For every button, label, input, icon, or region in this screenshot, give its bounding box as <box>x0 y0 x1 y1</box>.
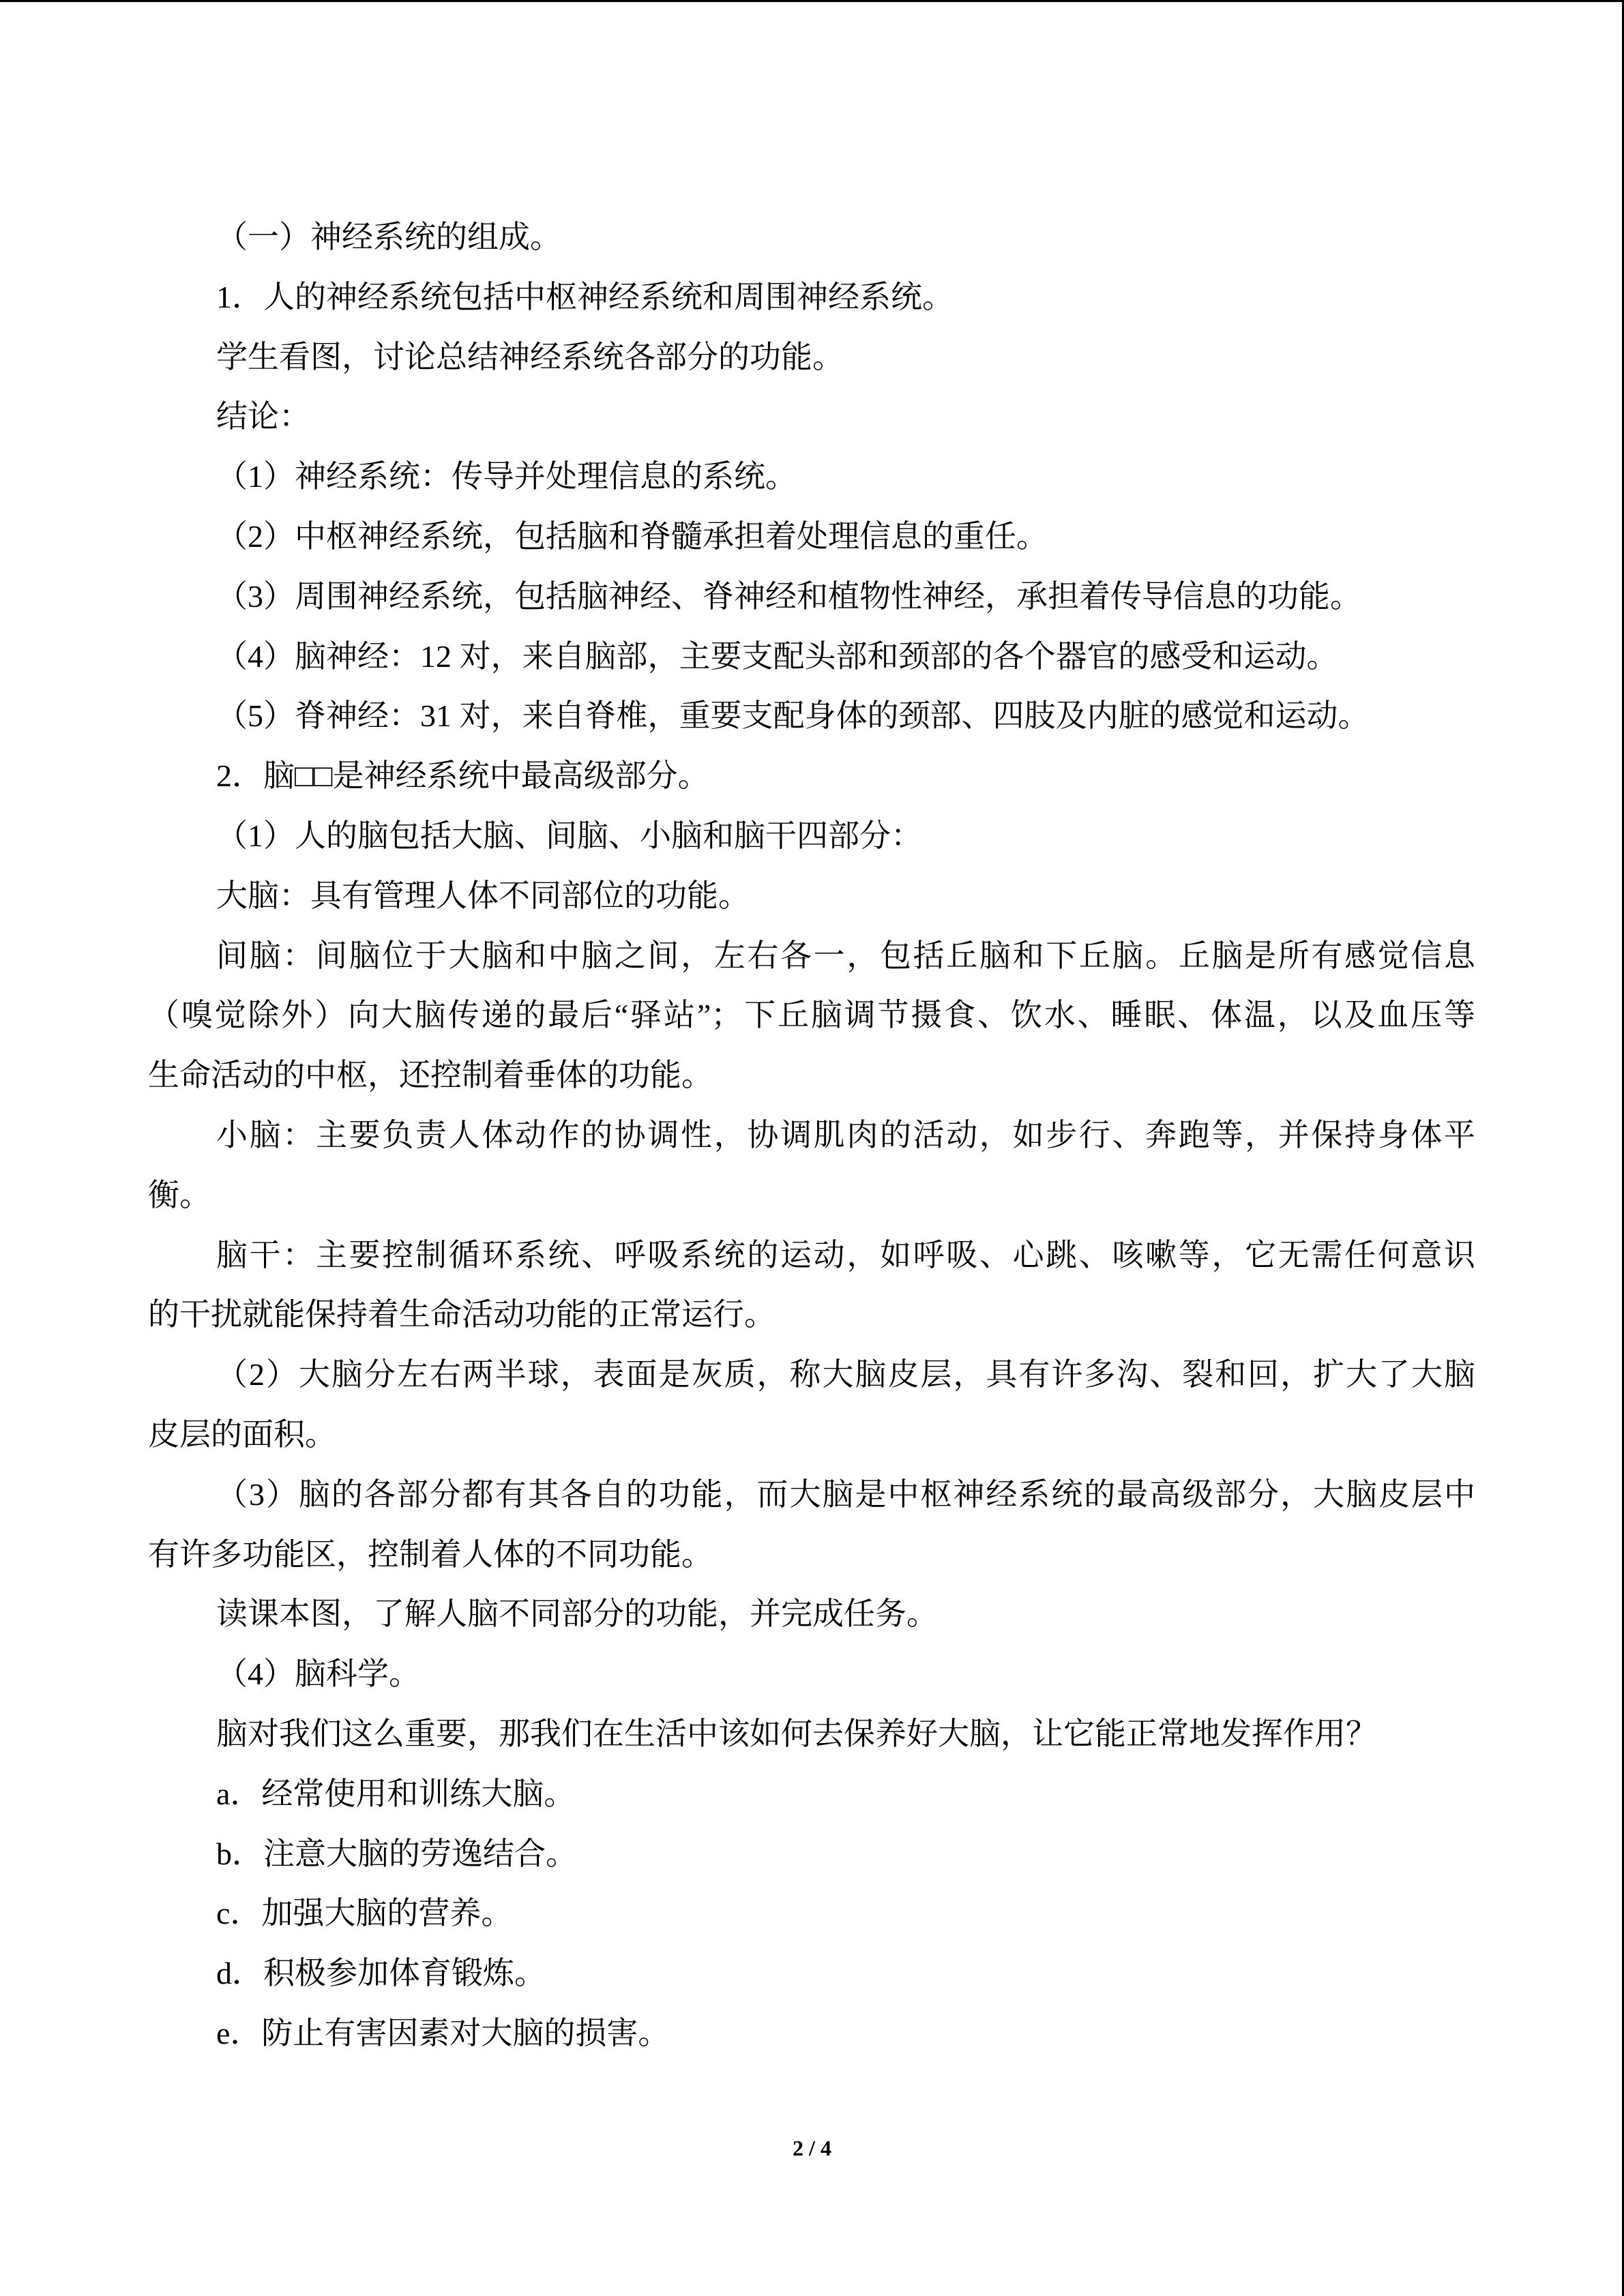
paragraph-line: 衡。 <box>148 1177 211 1212</box>
paragraph-line: 间脑：间脑位于大脑和中脑之间，左右各一，包括丘脑和下丘脑。丘脑是所有感觉信息 <box>216 938 1475 973</box>
list-item <box>148 1824 1475 1884</box>
paragraph <box>148 1225 1475 1345</box>
paragraph-line: 1．人的神经系统包括中枢神经系统和周围神经系统。 <box>216 279 954 314</box>
paragraph-line: 2．脑□□是神经系统中最高级部分。 <box>216 758 709 794</box>
paragraph-line: 脑对我们这么重要，那我们在生活中该如何去保养好大脑，让它能正常地发挥作用？ <box>216 1716 1377 1751</box>
paragraph-line: a．经常使用和训练大脑。 <box>216 1776 576 1811</box>
paragraph-line: b．注意大脑的劳逸结合。 <box>216 1836 577 1871</box>
paragraph <box>148 1704 1475 1764</box>
paragraph-line: 的干扰就能保持着生命活动功能的正常运行。 <box>148 1297 776 1332</box>
numbered-point <box>148 267 1475 327</box>
paragraph <box>148 387 1475 447</box>
paragraph-line: （2）大脑分左右两半球，表面是灰质，称大脑皮层，具有许多沟、裂和回，扩大了大脑 <box>216 1357 1475 1392</box>
paragraph-line: e．防止有害因素对大脑的损害。 <box>216 2015 670 2051</box>
list-item <box>148 507 1475 567</box>
paragraph-line: 脑干：主要控制循环系统、呼吸系统的运动，如呼吸、心跳、咳嗽等，它无需任何意识 <box>216 1237 1475 1272</box>
paragraph-line: （4）脑科学。 <box>216 1656 420 1692</box>
list-item <box>148 567 1475 627</box>
list-item <box>148 1644 1475 1704</box>
paragraph <box>148 1105 1475 1225</box>
list-item <box>148 447 1475 507</box>
paragraph-line: 皮层的面积。 <box>148 1416 336 1452</box>
list-item <box>148 1764 1475 1824</box>
list-item <box>148 1465 1475 1585</box>
paragraph-line: （4）脑神经：12 对，来自脑部，主要支配头部和颈部的各个器官的感受和运动。 <box>216 638 1338 674</box>
paragraph-line: （1）人的脑包括大脑、间脑、小脑和脑干四部分： <box>216 818 922 853</box>
paragraph-line: 读课本图，了解人脑不同部分的功能，并完成任务。 <box>216 1596 938 1632</box>
paragraph-line: 结论： <box>216 399 310 434</box>
section-heading <box>148 207 1475 267</box>
paragraph-line: 小脑：主要负责人体动作的协调性，协调肌肉的活动，如步行、奔跑等，并保持身体平 <box>216 1117 1475 1152</box>
list-item <box>148 1943 1475 2003</box>
paragraph <box>148 866 1475 926</box>
paragraph <box>148 1584 1475 1644</box>
list-item <box>148 1883 1475 1943</box>
list-item <box>148 2003 1475 2063</box>
paragraph-line: （1）神经系统：传导并处理信息的系统。 <box>216 459 797 494</box>
paragraph <box>148 327 1475 387</box>
paragraph-line: （嗅觉除外）向大脑传递的最后“驿站”；下丘脑调节摄食、饮水、睡眠、体温，以及血压等 <box>148 998 1475 1033</box>
paragraph-line: （3）脑的各部分都有其各自的功能，而大脑是中枢神经系统的最高级部分，大脑皮层中 <box>216 1476 1475 1512</box>
paragraph-line: d．积极参加体育锻炼。 <box>216 1956 546 1991</box>
paragraph <box>148 926 1475 1105</box>
paragraph-line: （5）脊神经：31 对，来自脊椎，重要支配身体的颈部、四肢及内脏的感觉和运动。 <box>216 698 1370 734</box>
paragraph-line: （3）周围神经系统，包括脑神经、脊神经和植物性神经，承担着传导信息的功能。 <box>216 578 1361 614</box>
numbered-point <box>148 746 1475 806</box>
paragraph-line: 大脑：具有管理人体不同部位的功能。 <box>216 878 750 913</box>
section-heading-text: （一）神经系统的组成。 <box>216 220 561 254</box>
list-item <box>148 627 1475 687</box>
page-number: 2 / 4 <box>793 2136 831 2160</box>
paragraph-line: 有许多功能区，控制着人体的不同功能。 <box>148 1536 713 1572</box>
paragraph-line: （2）中枢神经系统，包括脑和脊髓承担着处理信息的重任。 <box>216 518 1048 554</box>
list-item <box>148 806 1475 866</box>
document-body <box>148 207 1475 2063</box>
paragraph-line: 生命活动的中枢，还控制着垂体的功能。 <box>148 1058 713 1093</box>
list-item <box>148 1345 1475 1465</box>
paragraph-line: c．加强大脑的营养。 <box>216 1896 513 1931</box>
list-item <box>148 686 1475 746</box>
paragraph-line: 学生看图，讨论总结神经系统各部分的功能。 <box>216 339 844 374</box>
